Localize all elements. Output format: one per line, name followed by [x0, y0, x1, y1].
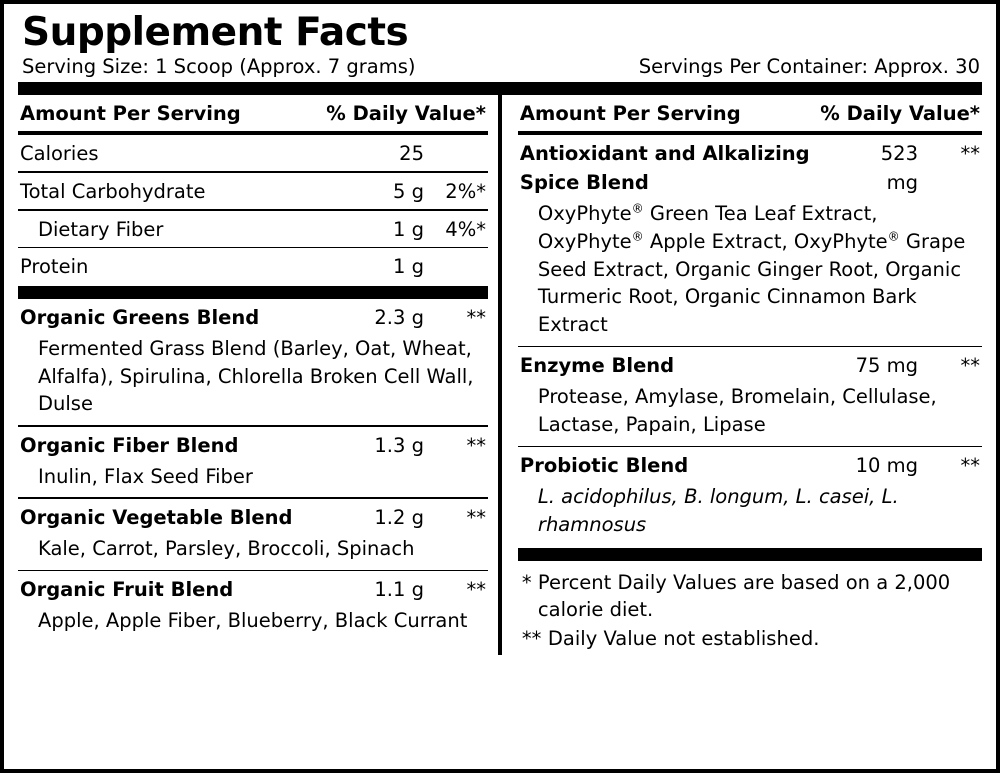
facts-columns [18, 95, 982, 654]
footnote-text: Percent Daily Values are based on a 2,000 calorie diet. [537, 570, 951, 621]
blend-row [18, 427, 488, 463]
table-row [18, 211, 488, 247]
servings-per-container: Servings Per Container: Approx. 30 [638, 55, 980, 79]
blend-name: Probiotic Blend [519, 454, 689, 478]
right-column [504, 95, 982, 654]
blend-amount: 2.3 g [374, 306, 424, 330]
blend-ingredients: Protease, Amylase, Bromelain, Cellulase, Lactase, Papain, Lipase [537, 385, 937, 437]
table-row [18, 173, 488, 209]
blend-row [518, 447, 982, 483]
footnote-marker: * [521, 570, 532, 594]
blend-daily-value: ** [466, 578, 486, 602]
nutrient-name: Total Carbohydrate [20, 179, 206, 203]
nutrient-name: Calories [20, 142, 99, 166]
footnote-row [522, 569, 980, 624]
blend-daily-value: ** [960, 454, 980, 478]
blend-ingredients: Apple, Apple Fiber, Blueberry, Black Currant [38, 609, 468, 633]
blend-amount: 1.1 g [374, 578, 424, 602]
blend-name: Organic Greens Blend [20, 306, 260, 330]
right-column-header [518, 95, 982, 131]
blend-daily-value: ** [466, 433, 486, 457]
blend-amount: 10 mg [855, 454, 918, 478]
blend-ingredients: Kale, Carrot, Parsley, Broccoli, Spinach [38, 537, 415, 561]
footnote-marker: ** [521, 627, 542, 651]
blend-name: Organic Fiber Blend [20, 433, 239, 457]
serving-size: Serving Size: 1 Scoop (Approx. 7 grams) [22, 55, 416, 79]
nutrient-daily-value: 2%* [445, 179, 486, 203]
blend-ingredients: OxyPhyte® Green Tea Leaf Extract, OxyPhyte® Apple Extract, OxyPhyte® Grape Seed Extract, Organic Ginger Root, Organic Turmeric Root, Organic Cinnamon Bark Extract [537, 201, 966, 337]
blend-daily-value: ** [466, 506, 486, 530]
footnote-row [522, 625, 980, 652]
blend-amount: 75 mg [855, 354, 918, 378]
blend-ingredients: Fermented Grass Blend (Barley, Oat, Wheat, Alfalfa), Spirulina, Chlorella Broken Cell Wall, Dulse [38, 337, 474, 416]
blend-daily-value: ** [960, 354, 980, 378]
blend-row [18, 499, 488, 535]
divider-thick-top [18, 82, 982, 95]
left-column-header [18, 95, 488, 131]
blend-row [518, 347, 982, 383]
page-title: Supplement Facts [22, 10, 409, 55]
blend-amount-unit: mg [886, 171, 918, 195]
nutrient-name: Protein [20, 255, 89, 279]
nutrient-amount: 1 g [393, 217, 424, 241]
footnotes [518, 561, 982, 653]
blend-row [18, 299, 488, 335]
left-header-daily-value: % Daily Value* [326, 102, 486, 126]
right-header-daily-value: % Daily Value* [820, 102, 980, 126]
left-header-amount: Amount Per Serving [20, 102, 241, 126]
blend-amount: 1.2 g [374, 506, 424, 530]
table-row [18, 248, 488, 284]
blend-row-continued [518, 171, 982, 200]
blend-name: Antioxidant and Alkalizing [519, 142, 810, 166]
blend-amount: 523 [880, 142, 918, 166]
column-divider [498, 95, 502, 654]
blend-name: Enzyme Blend [519, 354, 675, 378]
blend-row [518, 135, 982, 171]
table-row [18, 135, 488, 171]
nutrient-daily-value: 4%* [445, 217, 486, 241]
divider-thick-blends [18, 286, 488, 299]
left-column [18, 95, 496, 654]
footnote-text: Daily Value not established. [547, 627, 820, 651]
blend-ingredients: Inulin, Flax Seed Fiber [38, 464, 253, 488]
blend-name: Organic Vegetable Blend [20, 506, 293, 530]
blend-amount: 1.3 g [374, 433, 424, 457]
right-header-amount: Amount Per Serving [519, 102, 741, 126]
serving-info [22, 55, 980, 78]
blend-daily-value: ** [466, 306, 486, 330]
blend-daily-value: ** [960, 142, 980, 166]
nutrient-amount: 1 g [393, 255, 424, 279]
blend-row [18, 571, 488, 607]
blend-ingredients: L. acidophilus, B. longum, L. casei, L. rhamnosus [537, 485, 899, 537]
nutrient-amount: 25 [399, 142, 424, 166]
blend-name-line2: Spice Blend [519, 171, 649, 195]
blend-name: Organic Fruit Blend [20, 578, 234, 602]
nutrient-name: Dietary Fiber [38, 217, 164, 241]
divider-thick-footnotes [518, 548, 982, 561]
nutrient-amount: 5 g [393, 179, 424, 203]
